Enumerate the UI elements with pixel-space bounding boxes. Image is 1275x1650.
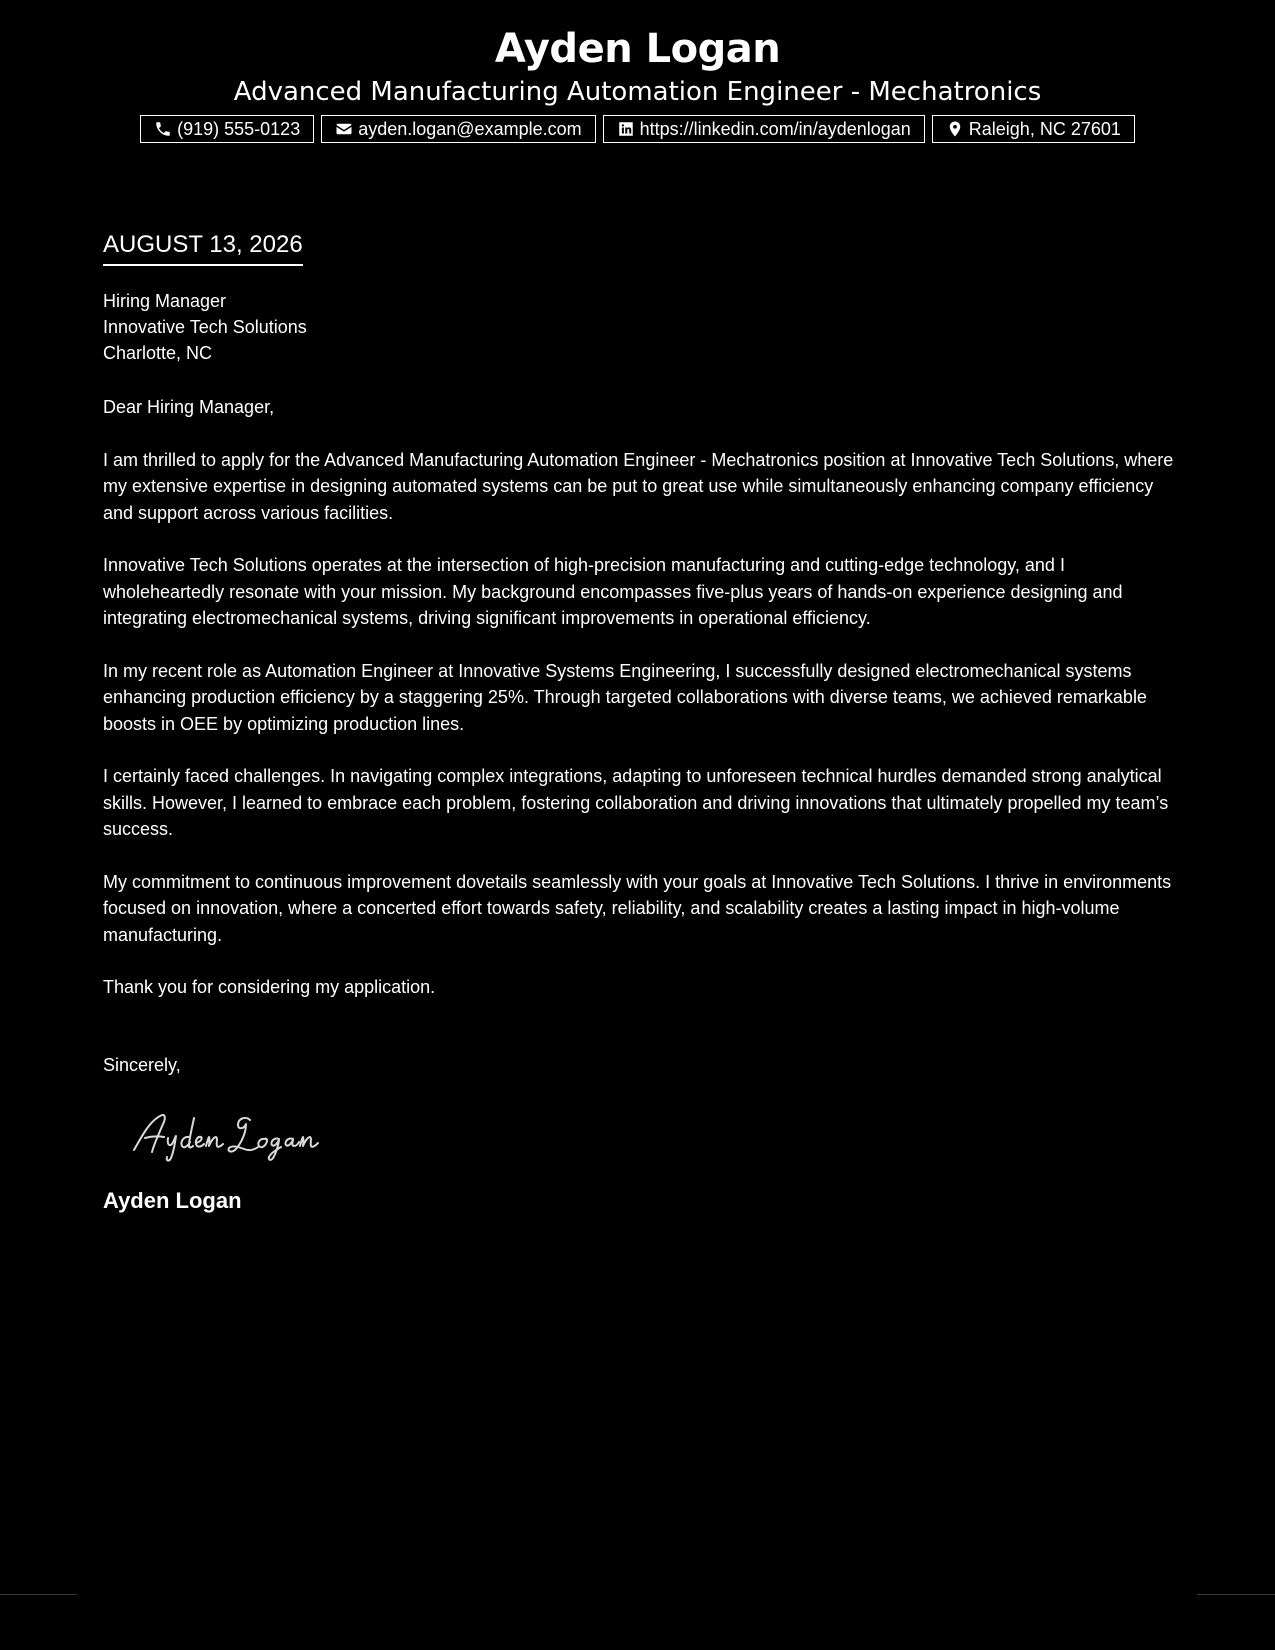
envelope-icon — [335, 120, 353, 138]
location-text: Raleigh, NC 27601 — [968, 118, 1121, 139]
footer-rule-left — [0, 1594, 77, 1595]
applicant-name: Ayden Logan — [494, 26, 781, 72]
closing: Sincerely, — [103, 1054, 181, 1075]
recipient-location: Charlotte, NC — [103, 343, 213, 363]
phone-icon — [154, 120, 172, 138]
body-paragraph-5: My commitment to continuous improvement dovetails seamlessly with your goals at Innovative Tech Solutions. I thrive in environments focused on innovation, where a concerted effort towards safety, reliability, and scalability creates a lasting impact in high-volume manufacturing. — [103, 871, 1172, 945]
linkedin-text: https://linkedin.com/in/aydenlogan — [639, 118, 911, 139]
letter-header — [0, 22, 1275, 143]
letter-body — [103, 228, 1178, 1216]
letter-date: AUGUST 13, 2026 — [103, 228, 303, 266]
recipient-title: Hiring Manager — [103, 291, 227, 311]
linkedin-contact[interactable] — [603, 115, 925, 143]
recipient-company: Innovative Tech Solutions — [103, 317, 307, 337]
map-marker-icon — [946, 120, 964, 138]
phone-text: (919) 555-0123 — [177, 118, 301, 139]
body-paragraph-6: Thank you for considering my application. — [103, 977, 436, 997]
signer-name: Ayden Logan — [103, 1188, 242, 1213]
body-paragraph-1: I am thrilled to apply for the Advanced Manufacturing Automation Engineer - Mechatronics position at Innovative Tech Solutions, where my extensive expertise in designing automated systems can be put to great use while simultaneously enhancing company efficiency and support across various facilities. — [103, 449, 1174, 523]
handwritten-signature — [128, 1106, 358, 1166]
body-paragraph-4: I certainly faced challenges. In navigating complex integrations, adapting to unforeseen technical hurdles demanded strong analytical skills. However, I learned to embrace each problem, fostering collaboration and driving innovations that ultimately propelled my team’s success. — [103, 766, 1169, 839]
body-paragraph-3: In my recent role as Automation Engineer at Innovative Systems Engineering, I successfully designed electromechanical systems enhancing production efficiency by a staggering 25%. Through targeted collaborations with diverse teams, we achieved remarkable boosts in OEE by optimizing production lines. — [103, 660, 1147, 734]
email-text: ayden.logan@example.com — [358, 118, 582, 139]
contact-bar — [0, 115, 1275, 143]
body-paragraph-2: Innovative Tech Solutions operates at the intersection of high-precision manufacturing and cutting-edge technology, and I wholeheartedly resonate with your mission. My background encompasses five-plus years of hands-on experience designing and integrating electromechanical systems, driving significant improvements in operational efficiency. — [103, 555, 1123, 628]
location-contact[interactable] — [932, 115, 1135, 143]
phone-contact[interactable] — [140, 115, 314, 143]
job-title: Advanced Manufacturing Automation Engineer - Mechatronics — [233, 77, 1042, 107]
linkedin-icon — [617, 120, 635, 138]
salutation: Dear Hiring Manager, — [103, 397, 275, 417]
email-contact[interactable] — [321, 115, 595, 143]
recipient-block — [103, 288, 1178, 366]
footer-rule-right — [1197, 1594, 1275, 1595]
